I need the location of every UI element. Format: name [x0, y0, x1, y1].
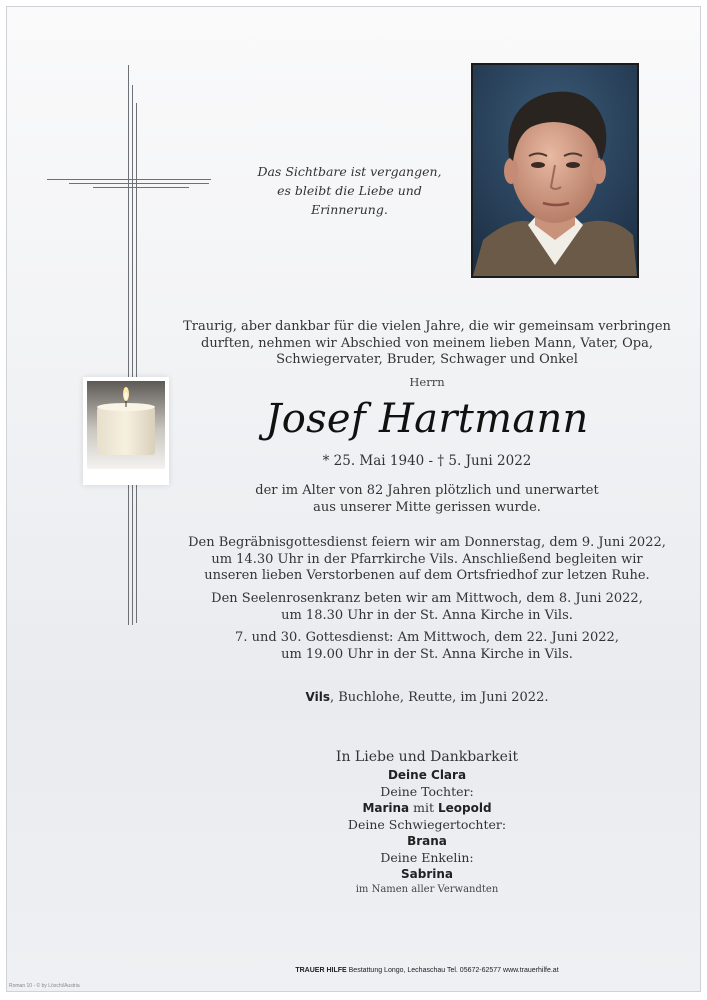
closing-heading: In Liebe und Dankbarkeit: [335, 749, 519, 765]
masses-line-2: um 19.00 Uhr in der St. Anna Kirche in Vils.: [281, 646, 573, 662]
daughter-name: Marina: [362, 801, 410, 815]
candle-icon: [83, 377, 169, 485]
quote-line-1: Das Sichtbare ist vergangen,: [257, 164, 442, 179]
portrait-image: [473, 65, 637, 276]
daughter-in-law-name: Brana: [407, 834, 447, 848]
footer-text: Bestattung Longo, Lechaschau Tel. 05672-62577 www.trauerhilfe.at: [346, 967, 559, 974]
funeral-line-3: unseren lieben Verstorbenen auf dem Ortsfriedhof zur letzen Ruhe.: [204, 568, 650, 583]
place-rest: , Buchlohe, Reutte, im Juni 2022.: [329, 690, 549, 705]
relatives-text: im Namen aller Verwandten: [355, 883, 499, 895]
memorial-quote: [237, 162, 462, 219]
grandchild-label: Deine Enkelin:: [380, 849, 474, 865]
deceased-name: Josef Hartmann: [265, 396, 589, 442]
obituary-page: [6, 6, 701, 992]
age-text: [177, 483, 677, 516]
intro-text: [177, 319, 677, 369]
rosary-line-2: um 18.30 Uhr in der St. Anna Kirche in Vils.: [281, 607, 573, 623]
footer: [177, 967, 677, 974]
masses-line-1: 7. und 30. Gottesdienst: Am Mittwoch, dem 22. Juni 2022,: [235, 630, 619, 645]
quote-line-2: es bleibt die Liebe und Erinnerung.: [277, 183, 422, 217]
candle-image: [83, 377, 169, 485]
son-in-law-name: Leopold: [437, 801, 492, 815]
template-credit: Roman 10 - © by Löschi/Austria: [9, 983, 80, 989]
funeral-text: [177, 535, 677, 585]
life-dates: * 25. Mai 1940 - † 5. Juni 2022: [322, 453, 532, 469]
age-line-1: der im Alter von 82 Jahren plötzlich und unerwartet: [255, 483, 599, 498]
intro-line-3: Schwiegervater, Bruder, Schwager und Onkel: [276, 352, 578, 367]
masses-text: [177, 630, 677, 663]
grandchild-name: Sabrina: [400, 867, 453, 881]
place-town: Vils: [305, 690, 330, 704]
wife-name: Deine Clara: [387, 768, 467, 782]
intro-line-1: Traurig, aber dankbar für die vielen Jahre, die wir gemeinsam verbringen: [183, 319, 671, 334]
intro-line-2: durften, nehmen wir Abschied von meinem lieben Mann, Vater, Opa,: [201, 335, 653, 351]
daughter-label: Deine Tochter:: [380, 783, 474, 799]
age-line-2: aus unserer Mitte gerissen wurde.: [313, 499, 541, 515]
funeral-line-1: Den Begräbnisgottesdienst feiern wir am Donnerstag, dem 9. Juni 2022,: [188, 535, 666, 550]
portrait-photo: [471, 63, 639, 278]
salutation: Herrn: [409, 375, 445, 389]
closing-block: [177, 747, 677, 897]
place-date: [177, 689, 677, 707]
funeral-line-2: um 14.30 Uhr in der Pfarrkirche Vils. Anschließend begleiten wir: [211, 551, 643, 567]
rosary-line-1: Den Seelenrosenkranz beten wir am Mittwoch, dem 8. Juni 2022,: [211, 591, 643, 606]
footer-brand: TRAUER HILFE: [295, 967, 347, 974]
with-text: mit: [409, 800, 438, 815]
rosary-text: [177, 591, 677, 624]
daughter-in-law-label: Deine Schwiegertochter:: [347, 816, 507, 832]
